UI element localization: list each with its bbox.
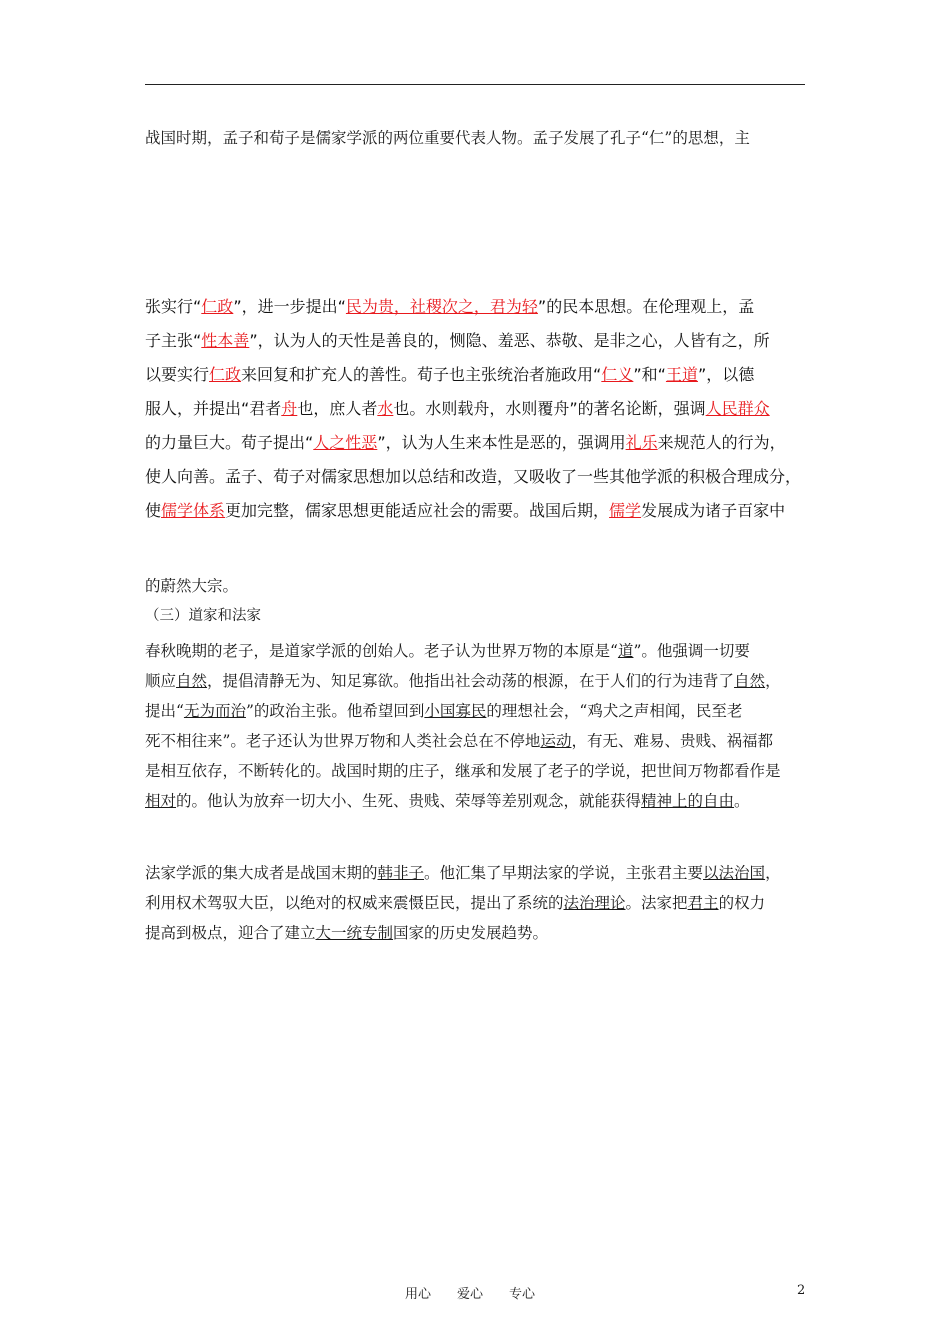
text-line: 法家学派的集大成者是战国末期的韩非子。他汇集了早期法家的学说，主张君主要以法治国， bbox=[145, 864, 781, 882]
text-line: 提出“无为而治”的政治主张。他希望回到小国寡民的理想社会，“鸡犬之声相闻，民至老 bbox=[145, 702, 743, 720]
intro-paragraph: 战国时期，孟子和荀子是儒家学派的两位重要代表人物。孟子发展了孔子“仁”的思想，主 bbox=[145, 129, 750, 147]
keyword: 仁政 bbox=[209, 365, 242, 384]
keyword: 自然 bbox=[176, 672, 208, 690]
keyword: 人民群众 bbox=[705, 399, 770, 418]
section-heading: （三）道家和法家 bbox=[145, 608, 261, 624]
keyword: 以法治国 bbox=[703, 864, 766, 882]
footer-motto: 用心 爱心 专心 bbox=[405, 1287, 536, 1302]
page-number: 2 bbox=[797, 1283, 806, 1298]
text-line: 提高到极点，迎合了建立大一统专制国家的历史发展趋势。 bbox=[145, 924, 549, 942]
text-line: 死不相往来”。老子还认为世界万物和人类社会总在不停地运动，有无、难易、贵贱、祸福都 bbox=[145, 732, 773, 750]
keyword: 韩非子 bbox=[377, 864, 425, 882]
tail-line: 的蔚然大宗。 bbox=[145, 577, 239, 595]
scanned-text-block bbox=[145, 290, 825, 528]
keyword: 大一统专制 bbox=[315, 924, 394, 942]
keyword: 君主 bbox=[687, 894, 719, 912]
daoism-paragraph bbox=[145, 636, 825, 816]
keyword: 儒学 bbox=[609, 501, 642, 520]
keyword: 仁政 bbox=[201, 297, 234, 316]
keyword: 无为而治 bbox=[183, 702, 246, 720]
keyword: 性本善 bbox=[201, 331, 250, 350]
text-line: 的力量巨大。荀子提出“人之性恶”，认为人生来本性是恶的，强调用礼乐来规范人的行为， bbox=[145, 433, 786, 452]
keyword: 仁义 bbox=[601, 365, 634, 384]
keyword: 小国寡民 bbox=[424, 702, 487, 720]
text-line: 张实行“仁政”，进一步提出“民为贵，社稷次之，君为轻”的民本思想。在伦理观上，孟 bbox=[145, 297, 755, 316]
keyword: 精神上的自由 bbox=[641, 792, 735, 810]
keyword: 王道 bbox=[665, 365, 698, 384]
text-line: 顺应自然，提倡清静无为、知足寡欲。他指出社会动荡的根源，在于人们的行为违背了自然， bbox=[145, 672, 781, 690]
text-line: 子主张“性本善”，认为人的天性是善良的，恻隐、羞恶、恭敬、是非之心，人皆有之，所 bbox=[145, 331, 770, 350]
keyword: 自然 bbox=[734, 672, 766, 690]
text-line: 春秋晚期的老子，是道家学派的创始人。老子认为世界万物的本原是“道”。他强调一切要 bbox=[145, 642, 750, 660]
keyword: 道 bbox=[617, 642, 634, 660]
keyword: 礼乐 bbox=[625, 433, 658, 452]
keyword: 水 bbox=[377, 399, 394, 418]
text-line: 利用权术驾驭大臣，以绝对的权威来震慑臣民，提出了系统的法治理论。法家把君主的权力 bbox=[145, 894, 766, 912]
text-line: 使人向善。孟子、荀子对儒家思想加以总结和改造，又吸收了一些其他学派的积极合理成分， bbox=[145, 467, 802, 486]
keyword: 儒学体系 bbox=[161, 501, 226, 520]
text-line: 是相互依存，不断转化的。战国时期的庄子，继承和发展了老子的学说，把世间万物都看作是 bbox=[145, 762, 781, 780]
text-line: 相对的。他认为放弃一切大小、生死、贵贱、荣辱等差别观念，就能获得精神上的自由。 bbox=[145, 792, 750, 810]
keyword: 相对 bbox=[145, 792, 177, 810]
keyword: 舟 bbox=[281, 399, 298, 418]
legalism-paragraph bbox=[145, 858, 825, 948]
keyword: 运动 bbox=[540, 732, 572, 750]
text-line: 服人，并提出“君者舟也，庶人者水也。水则载舟，水则覆舟”的著名论断，强调人民群众 bbox=[145, 399, 770, 418]
keyword: 法治理论 bbox=[563, 894, 626, 912]
keyword: 民为贵，社稷次之，君为轻 bbox=[345, 297, 538, 316]
text-line: 使儒学体系更加完整，儒家思想更能适应社会的需要。战国后期，儒学发展成为诸子百家中 bbox=[145, 501, 786, 520]
header-rule bbox=[145, 84, 805, 85]
text-line: 以要实行仁政来回复和扩充人的善性。荀子也主张统治者施政用“仁义”和“王道”，以德 bbox=[145, 365, 755, 384]
keyword: 人之性恶 bbox=[313, 433, 378, 452]
